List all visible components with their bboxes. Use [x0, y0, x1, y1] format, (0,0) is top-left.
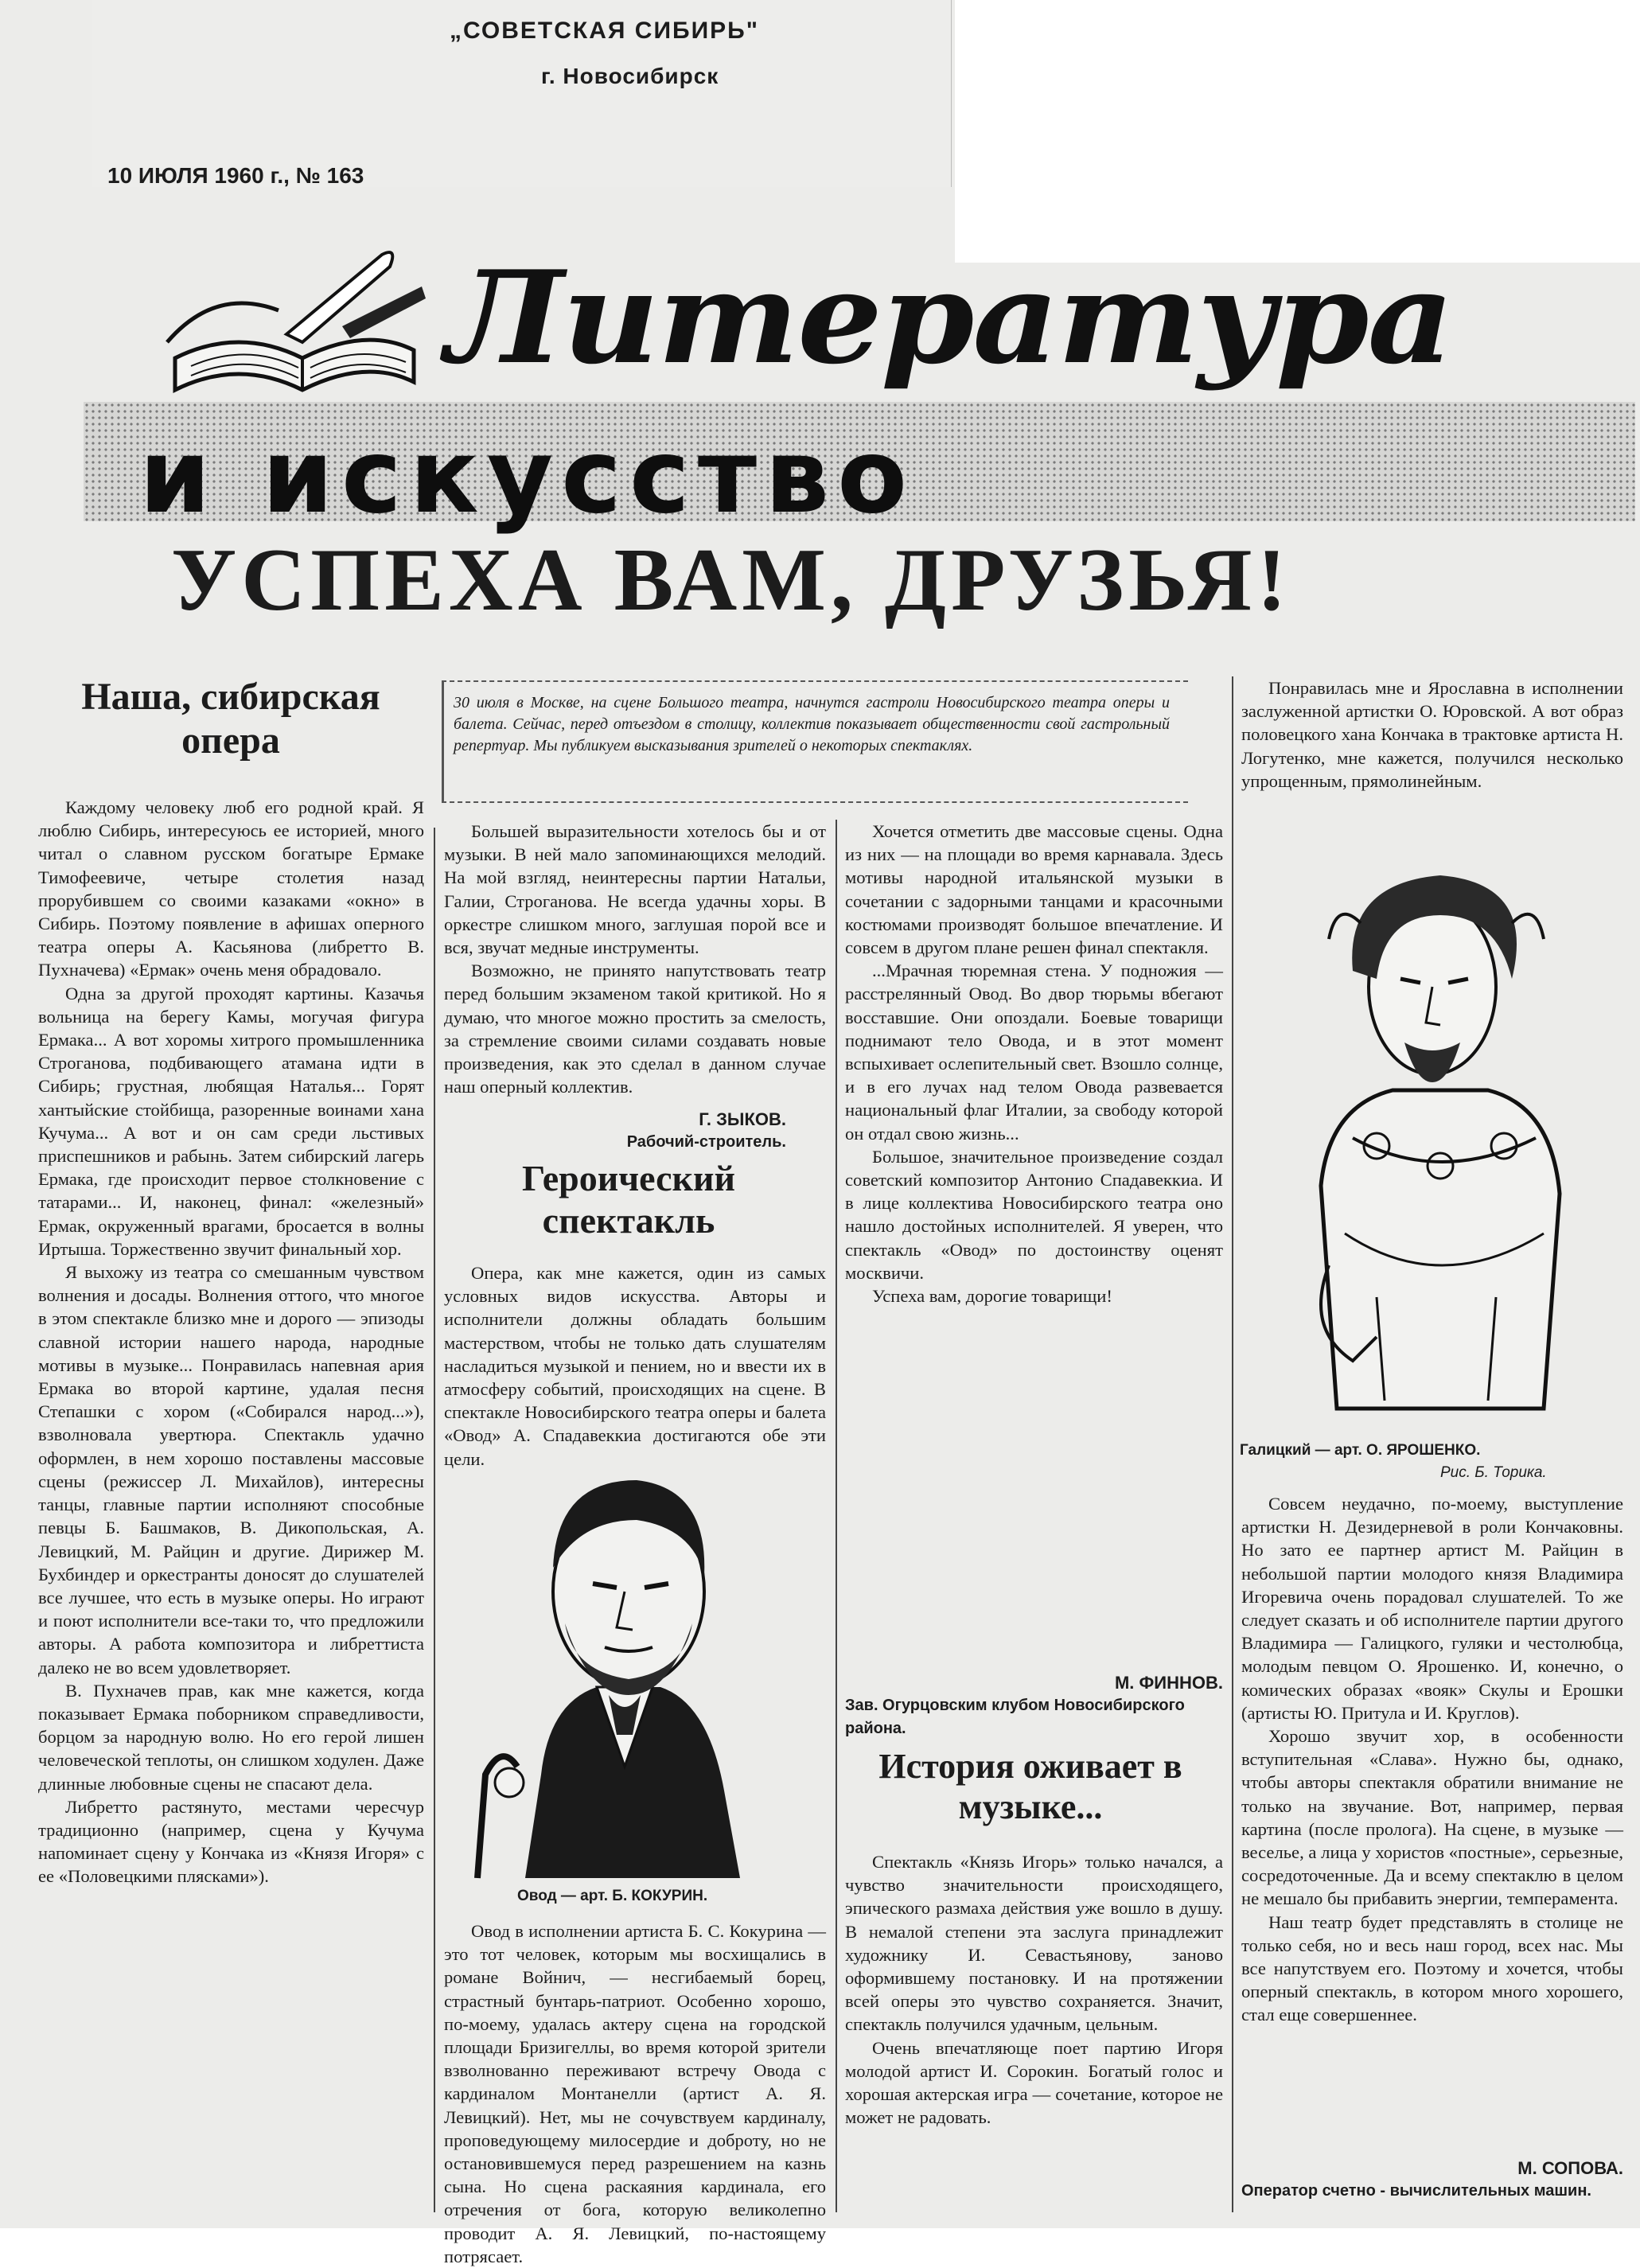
article2-paragraph: Большое, значительное произведение создал советский композитор Антонио Спадавеккиа. И в лице коллектива Новосибирского театра оно нашло достойных исполнителей. Я уверен, что спектакль «Овод» по достоинству оценят москвичи. [845, 1146, 1223, 1283]
article3-column3 [845, 1850, 1223, 2212]
section-title-literature: Литература [446, 243, 1453, 392]
article2-signature [845, 1671, 1223, 1741]
article2-paragraph: Опера, как мне кажется, один из самых условных видов искусства. Авторы и исполнители должны обладать большим мастерством, чтобы не только дать слушателям насладиться музыкой и пением, но и ввести их в атмосферу событий, происходящих на сцене. В спектакле Новосибирского театра оперы и балета «Овод» А. Спадавеккиа достигаются обе эти цели. [444, 1263, 826, 1469]
article2-title: Героический спектакль [521, 1158, 736, 1241]
galitsky-portrait-illustration [1257, 851, 1607, 1424]
section-title-art: и искусство [139, 418, 915, 536]
article2-paragraph: ...Мрачная тюремная стена. У подножия — расстрелянный Овод. Во двор тюрьмы вбегают восставшие. Они опоздали. Боевые товарищи поднимают тело Овода, и в этот момент вспыхивает ослепительный свет. Взошло солнце, и в его лучах над телом Овода развевается национальный флаг Италии, за свободу которой он отдал свою жизнь... [845, 961, 1223, 1144]
article2-paragraph: Хочется отметить две массовые сцены. Одна из них — на площади во время карнавала. Здесь мотивы народной итальянской музыки в сочетании с задорными танцами и красочными костюмами производят большое впечатление. И совсем в другом плане решен финал спектакля. [845, 821, 1223, 958]
article2-paragraph: Овод в исполнении артиста Б. С. Кокурина — это тот человек, которым мы восхищались в романе Войнич, — несгибаемый борец, страстный бунтарь-патриот. Особенно хорошо, по-моему, удалась актеру сцена на городской площади Бризигеллы, во время которой зрители взволнованно переживают встречу Овода с кардиналом Монтанелли (артист А. Я. Левицкий). Нет, мы не сочувствуем кардиналу, проповедующему милосердие и доброту, но не остановившемуся перед разрешением на казнь сына. Но сцена раскаяния кардинала, его отречения от бога, которую великолепно проводит А. Я. Левицкий, по-настоящему потрясает. [444, 1921, 826, 2266]
intro-text: 30 июля в Москве, на сцене Большого театра, начнутся гастроли Новосибирского театра оперы и балета. Сейчас, перед отъездом в столицу, коллектив показывает общественности свой гастрольный репертуар. Мы публикуем высказывания зрителей о некоторых спектаклях. [454, 694, 1170, 754]
article2-column3 [845, 820, 1223, 1695]
article1-paragraph: Каждому человеку люб его родной край. Я люблю Сибирь, интересуюсь ее историей, много читал о славном русском богатыре Ермаке Тимофеевиче, четыре столетия назад прорубившем со своими казаками «окно» в Сибирь. Поэтому появление в афишах оперного театра оперы А. Касьянова (либретто В. Пухначева) «Ермак» очень меня обрадовало. [38, 797, 424, 980]
column-rule [836, 820, 837, 2212]
article1-title: Наша, сибирская опера [81, 676, 380, 762]
masthead-city: г. Новосибирск [541, 64, 719, 88]
column-rule [434, 828, 435, 2212]
article1-paragraph: Возможно, не принято напутствовать театр перед большим экзаменом такой критикой. Но я думаю, что многое можно простить за смелость, за стремление своими силами создавать новые произведения, как это сделал в данном случае наш оперный коллектив. [444, 961, 826, 1097]
main-headline: УСПЕХА ВАМ, ДРУЗЬЯ! [171, 531, 1291, 629]
article3-signature [1241, 2157, 1623, 2203]
article2-continued [444, 1919, 826, 2266]
article3-author-role: Оператор счетно - вычислительных машин. [1241, 2182, 1591, 2200]
article3-paragraph: Понравилась мне и Ярославна в исполнении заслуженной артистки О. Юровской. А вот образ половецкого хана Кончака в трактовке артиста Н. Логутенко, мне кажется, получился несколько упрощенным, прямолинейным. [1241, 678, 1623, 791]
article3-paragraph: Очень впечатляюще поет партию Игоря молодой артист И. Сорокин. Богатый голос и хорошая актерская игра — сочетание, которое не может не радовать. [845, 2037, 1223, 2128]
article3-paragraph: Наш театр будет представлять в столице не только себя, но и весь наш город, всех нас. Мы все напутствуем его. Поэтому и хочется, чтобы оперный спектакль, в котором много хорошего, стал еще совершеннее. [1241, 1911, 1623, 2025]
article3-paragraph: Хорошо звучит хор, в особенности вступительная «Слава». Нужно бы, однако, чтобы авторы спектакля обратили внимание не только на звучание. Вот, например, первая картина (после пролога). На сцене, в музыке — веселье, а лица у хористов «постные», серьезные, сосредоточенные. Да и всему спектаклю в целом не мешало бы прибавить энергии, темперамента. [1241, 1726, 1623, 1909]
article1-paragraph: Большей выразительности хотелось бы и от музыки. В ней мало запоминающихся мелодий. На мой взгляд, неинтересны партии Натальи, Галии, Строганова. Не всегда удачны хоры. В оркестре слишком много, заглушая порой все и вся, звучат медные инструменты. [444, 821, 826, 958]
article2-author: М. ФИННОВ. [1114, 1673, 1223, 1693]
article1-paragraph: Одна за другой проходят картины. Казачья вольница на берегу Камы, могучая фигура Ермака... А вот хоромы хитрого промышленника Строганова, подбивающего атамана идти в Сибирь; грустная, любящая Наталья... Горят хантыйские стойбища, разоренные воинами хана Кучума... А вот и он сам среди льстивых приспешников и рабынь. Затем сибирский лагерь Ермака, где происходит первое столкновение с татарами... И, наконец, финал: «железный» Ермак, окруженный врагами, бросается в волны Иртыша. Торжественно звучит финальный хор. [38, 983, 424, 1259]
column-rule [1232, 676, 1233, 2212]
book-quill-icon [143, 239, 430, 398]
article2-column2 [444, 1261, 826, 1469]
article3-paragraph: Совсем неудачно, по-моему, выступление артистки Н. Дезидерневой в роли Кончаковны. Но зато ее партнер артист М. Райцин в небольшой партии молодого князя Владимира Игоревича очень порадовал слушателей. То же следует сказать и об исполнителе партии другого Владимира — Галицкого, гуляки и честолюбца, молодым певцом О. Ярошенко. И, конечно, о комических образах «вояк» Скулы и Ерошки (артисты Ю. Притула и И. Круглов). [1241, 1494, 1623, 1723]
article1-paragraph: Я выхожу из театра со смешанным чувством волнения и досады. Волнения оттого, что многое в этом спектакле близко мне и дорого — эпизоды славной истории нашего народа, народные мотивы в музыке... Понравилась напевная ария Ермака во второй картине, удалая песня Степашки с хором («Собирался народ...»), взволновала увертюра. Спектакль удачно оформлен, в нем хорошо поставлены массовые сцены (режиссер Л. Михайлов), интересны танцы, главные партии исполняют способные певцы Б. Башмаков, В. Дикопольская, А. Левицкий, М. Райцин и другие. Дирижер М. Бухбиндер и оркестранты доносят до слушателей все лучшее, что есть в музыке оперы. Но играют и поют исполнители все-таки то, что предложили авторы. А работа композитора и либреттиста далеко не во всем удовлетворяет. [38, 1262, 424, 1678]
article1-author: Г. ЗЫКОВ. [699, 1109, 786, 1129]
article1-signature [444, 1108, 786, 1154]
artist-credit: Рис. Б. Торика. [1440, 1464, 1547, 1481]
article3-column4 [1241, 676, 1623, 848]
ovod-caption: Овод — арт. Б. КОКУРИН. [517, 1888, 708, 1904]
article3-column4-continued [1241, 1492, 1623, 2157]
galitsky-caption: Галицкий — арт. О. ЯРОШЕНКО. [1240, 1442, 1481, 1459]
article1-column1 [38, 796, 424, 2212]
article1-paragraph: Либретто растянуто, местами чересчур традиционно (например, сцена у Кучума напоминает сцену у Кончака из «Князя Игоря» с ее «Половецкими плясками»). [38, 1796, 424, 1887]
article1-paragraph: В. Пухначев прав, как мне кажется, когда показывает Ермака поборником справедливости, борцом за народную волю. Но его герой лишен человеческой теплоты, он слишком ходулен. Даже длинные любовные сцены не спасают дела. [38, 1680, 424, 1794]
article3-author: М. СОПОВА. [1517, 2158, 1623, 2178]
article3-title: История оживает в музыке... [878, 1747, 1182, 1826]
issue-date: 10 ИЮЛЯ 1960 г., № 163 [107, 163, 364, 188]
paper-corner [955, 0, 1640, 263]
article1-author-role: Рабочий-строитель. [626, 1133, 786, 1152]
ovod-portrait-illustration [454, 1432, 788, 1878]
article2-author-role: Зав. Огурцовским клубом Новосибирского района. [845, 1697, 1185, 1738]
article3-paragraph: Спектакль «Князь Игорь» только начался, а чувство значительности происходящего, эпического размаха действия уже вошло в душу. В немалой степени эта заслуга принадлежит художнику И. Севастьянову, заново оформившему постановку. И на протяжении всей оперы это чувство сохраняется. Значит, спектакль получился удачным, цельным. [845, 1852, 1223, 2035]
article2-paragraph: Успеха вам, дорогие товарищи! [872, 1286, 1112, 1307]
masthead-paper-name: „СОВЕТСКАЯ СИБИРЬ" [450, 18, 759, 44]
